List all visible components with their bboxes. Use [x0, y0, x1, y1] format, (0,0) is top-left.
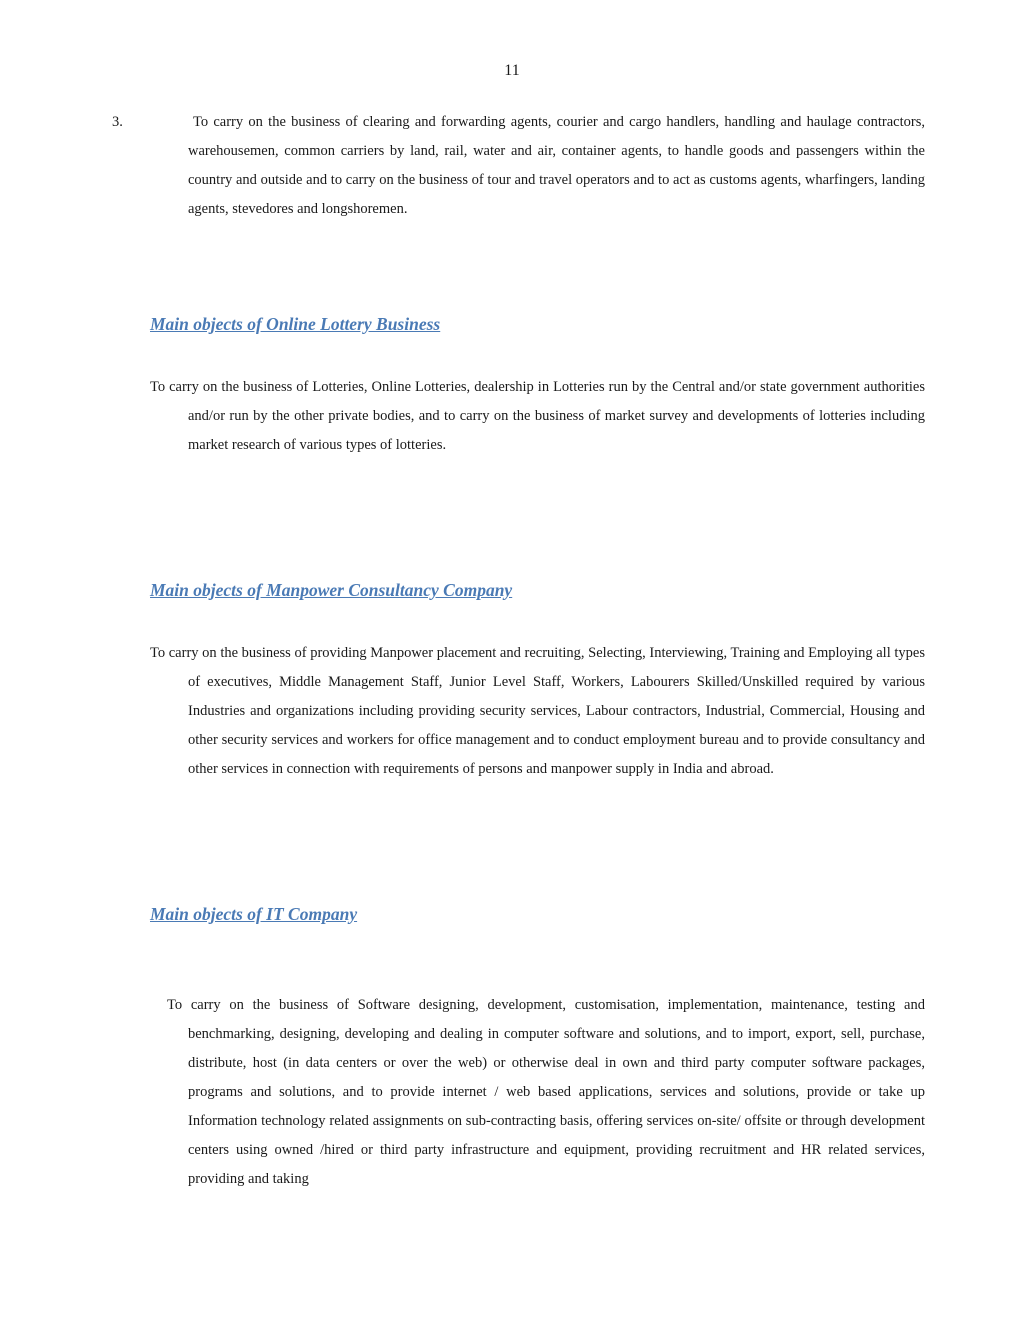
- section-text-lottery: To carry on the business of Lotteries, Online Lotteries, dealership in Lotteries run by the Central and/or state government authorities and/or run by the other private bodies, and to carry on the business of market survey and developments of lotteries including market research of various types of lotteries.: [150, 379, 925, 453]
- section-heading-manpower: Main objects of Manpower Consultancy Company: [150, 580, 513, 600]
- section-heading-lottery: Main objects of Online Lottery Business: [150, 314, 441, 334]
- section-text-it: To carry on the business of Software designing, development, customisation, implementation, maintenance, testing and benchmarking, designing, developing and dealing in computer software and solutions, and to import, export, sell, purchase, distribute, host (in data centers or over the web) or otherwise deal in own and third party computer software packages, programs and solutions, and to provide internet / web based applications, services and solutions, provide or take up Information technology related assignments on sub-contracting basis, offering services on-site/ offsite or through development centers using owned /hired or third party infrastructure and equipment, providing recruitment and HR related services, providing and taking: [167, 997, 925, 1187]
- numbered-item-3: 3. To carry on the business of clearing and forwarding agents, courier and cargo handlers, handling and haulage contractors, warehousemen, common carriers by land, rail, water and air, container agents, to handle goods and passengers within the country and outside and to carry on the business of tour and travel operators and to act as customs agents, wharfingers, landing agents, stevedores and longshoremen.: [112, 114, 925, 217]
- page-number: 11: [504, 62, 520, 79]
- section-text-manpower: To carry on the business of providing Manpower placement and recruiting, Selecting, Interviewing, Training and Employing all types of executives, Middle Management Staff, Junior Level Staff, Workers, Labourers Skilled/Unskilled required by various Industries and organizations including providing security services, Labour contractors, Industrial, Commercial, Housing and other security services and workers for office management and to conduct employment bureau and to provide consultancy and other services in connection with requirements of persons and manpower supply in India and abroad.: [150, 645, 925, 777]
- item-text: To carry on the business of clearing and forwarding agents, courier and cargo handlers, handling and haulage contractors, warehousemen, common carriers by land, rail, water and air, container agents, to handle goods and passengers within the country and outside and to carry on the business of tour and travel operators and to act as customs agents, wharfingers, landing agents, stevedores and longshoremen.: [188, 114, 925, 217]
- section-heading-it: Main objects of IT Company: [150, 904, 358, 924]
